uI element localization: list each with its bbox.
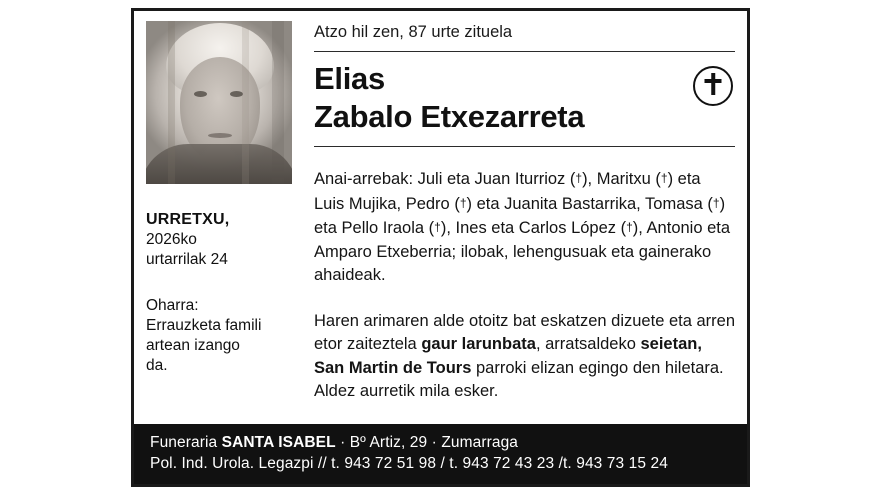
dagger-icon: † xyxy=(575,171,583,185)
svc-day: gaur larunbata xyxy=(421,335,536,353)
note-title: Oharra: xyxy=(146,297,199,314)
town-label: URRETXU, xyxy=(146,211,230,228)
portrait-mouth xyxy=(208,133,232,138)
note-line-2: Errauzketa famili xyxy=(146,317,262,334)
name-line-2: Zabalo Etxezarreta xyxy=(314,99,585,134)
portrait-scan-stripe xyxy=(272,21,284,184)
latin-cross-icon xyxy=(693,66,733,106)
rel-b: ), Maritxu ( xyxy=(582,170,661,188)
rel-h: ), Antonio eta Amparo Etxeberria; ilobak, lehengusuak eta gainerako ahaideak. xyxy=(314,219,731,284)
name-row xyxy=(314,52,735,136)
dagger-icon: † xyxy=(660,171,668,185)
svc-a: Haren arimaren alde otoitz bat eskatzen dizuete eta arren etor zaitezte xyxy=(314,311,735,353)
funeral-home-name: SANTA ISABEL xyxy=(221,434,336,451)
location-date-block xyxy=(146,210,296,270)
footer-line-2: Pol. Ind. Urola. Legazpi // t. 943 72 51 98 / t. 943 72 43 23 /t. 943 73 15 24 xyxy=(150,455,668,472)
svc-e: parroki elizan egingo den hiletara. Aldez aurretik mila esker. xyxy=(314,358,724,400)
portrait-eye-left xyxy=(194,91,207,97)
note-line-4: da. xyxy=(146,357,168,374)
svc-church: San Martin de Tours xyxy=(314,358,472,377)
relatives-paragraph xyxy=(314,167,735,288)
kicker-text: Atzo hil zen, 87 urte zituela xyxy=(314,23,513,41)
rel-c: ) eta Luis Mujika, Pedro ( xyxy=(314,170,701,213)
dagger-icon: † xyxy=(626,220,633,234)
portrait-photo xyxy=(146,21,292,184)
rel-e: ) eta Juanita Bastarrika, Tomasa ( xyxy=(466,194,713,213)
svc-b: la xyxy=(403,335,422,353)
rel-f: ) eta Pello Iraola ( xyxy=(314,194,726,237)
rel-g: ), Ines eta Carlos López ( xyxy=(440,219,627,237)
footer-prefix: Funeraria xyxy=(150,434,222,451)
right-column xyxy=(296,21,735,418)
year-label: 2026ko xyxy=(146,231,197,248)
portrait-scan-stripe xyxy=(242,21,249,184)
rel-a: Anai-arrebak: Juli eta Juan Iturrioz ( xyxy=(314,170,576,188)
dagger-icon: † xyxy=(459,195,467,210)
cross-emblem xyxy=(691,60,735,106)
deceased-name xyxy=(314,60,691,136)
note-line-3: artean izango xyxy=(146,337,240,354)
portrait-scan-stripe xyxy=(168,21,175,184)
svc-c: , arratsaldeko xyxy=(535,335,641,353)
footer-address: · Bº Artiz, 29 · Zumarraga xyxy=(335,434,519,451)
note-block xyxy=(146,296,296,376)
date-label: urtarrilak 24 xyxy=(146,251,228,268)
divider-under-name xyxy=(314,146,735,147)
footer-line-1 xyxy=(150,432,731,453)
dagger-icon: † xyxy=(712,195,720,210)
notice-body xyxy=(134,11,747,424)
name-line-1: Elias xyxy=(314,61,385,96)
dagger-icon: † xyxy=(434,220,441,234)
obituary-notice xyxy=(131,8,750,487)
left-column xyxy=(146,21,296,418)
service-paragraph xyxy=(314,310,735,404)
funeral-home-footer xyxy=(134,424,747,484)
svc-time: seietan, xyxy=(640,335,702,353)
